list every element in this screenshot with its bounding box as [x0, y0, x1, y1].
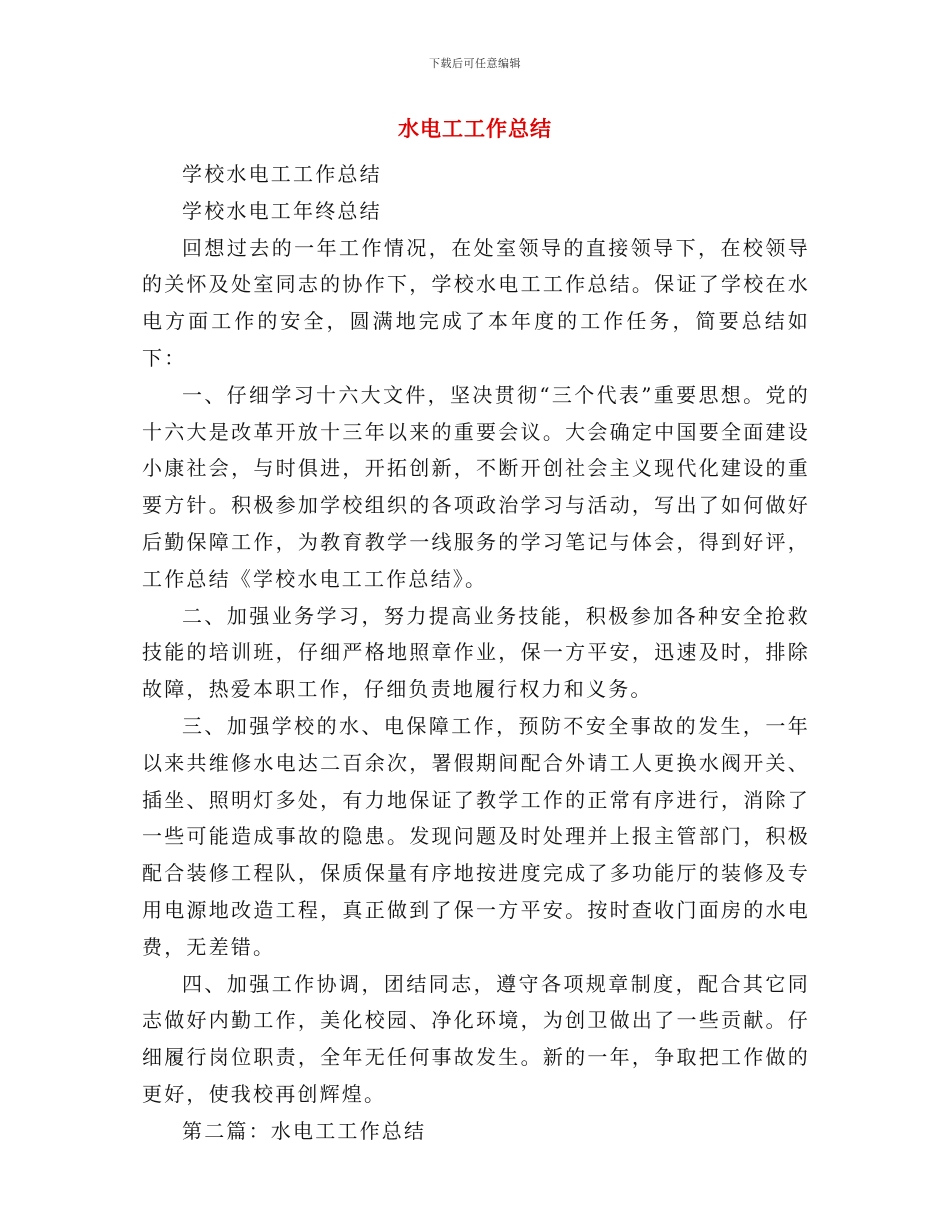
paragraph-section-1: 一、仔细学习十六大文件，坚决贯彻“三个代表”重要思想。党的十六大是改革开放十三年以来的重要会议。大会确定中国要全面建设小康社会，与时俱进，开拓创新，不断开创社会主义现代化建设的重要方针。积极参加学校组织的各项政治学习与活动，写出了如何做好后勤保障工作，为教育教学一线服务的学习笔记与体会，得到好评，工作总结《学校水电工工作总结》。 — [142, 382, 810, 591]
page-header-note: 下载后可任意编辑 — [429, 57, 521, 70]
paragraph-subtitle-1: 学校水电工工作总结 — [182, 162, 382, 186]
paragraph-section-2: 二、加强业务学习，努力提高业务技能，积极参加各种安全抢救技能的培训班，仔细严格地照章作业，保一方平安，迅速及时，排除故障，热爱本职工作，仔细负责地履行权力和义务。 — [142, 603, 810, 702]
paragraph-intro: 回想过去的一年工作情况，在处室领导的直接领导下，在校领导的关怀及处室同志的协作下，学校水电工工作总结。保证了学校在水电方面工作的安全，圆满地完成了本年度的工作任务，简要总结如下： — [142, 235, 810, 370]
paragraph-subtitle-2: 学校水电工年终总结 — [182, 198, 382, 223]
paragraph-section-3: 三、加强学校的水、电保障工作，预防不安全事故的发生，一年以来共维修水电达二百余次，署假期间配合外请工人更换水阀开关、插坐、照明灯多处，有力地保证了教学工作的正常有序进行，消除了一些可能造成事故的隐患。发现问题及时处理并上报主管部门，积极配合装修工程队，保质保量有序地按进度完成了多功能厅的装修及专用电源地改造工程，真正做到了保一方平安。按时查收门面房的水电费，无差错。 — [142, 713, 810, 959]
document-body — [142, 156, 810, 1150]
paragraph-section-4: 四、加强工作协调，团结同志，遵守各项规章制度，配合其它同志做好内勤工作，美化校园、净化环境，为创卫做出了一些贡献。仔细履行岗位职责，全年无任何事故发生。新的一年，争取把工作做的更好，使我校再创辉煌。 — [142, 971, 810, 1106]
paragraph-second-part-heading: 第二篇：水电工工作总结 — [182, 1118, 427, 1143]
document-title: 水电工工作总结 — [398, 117, 552, 141]
